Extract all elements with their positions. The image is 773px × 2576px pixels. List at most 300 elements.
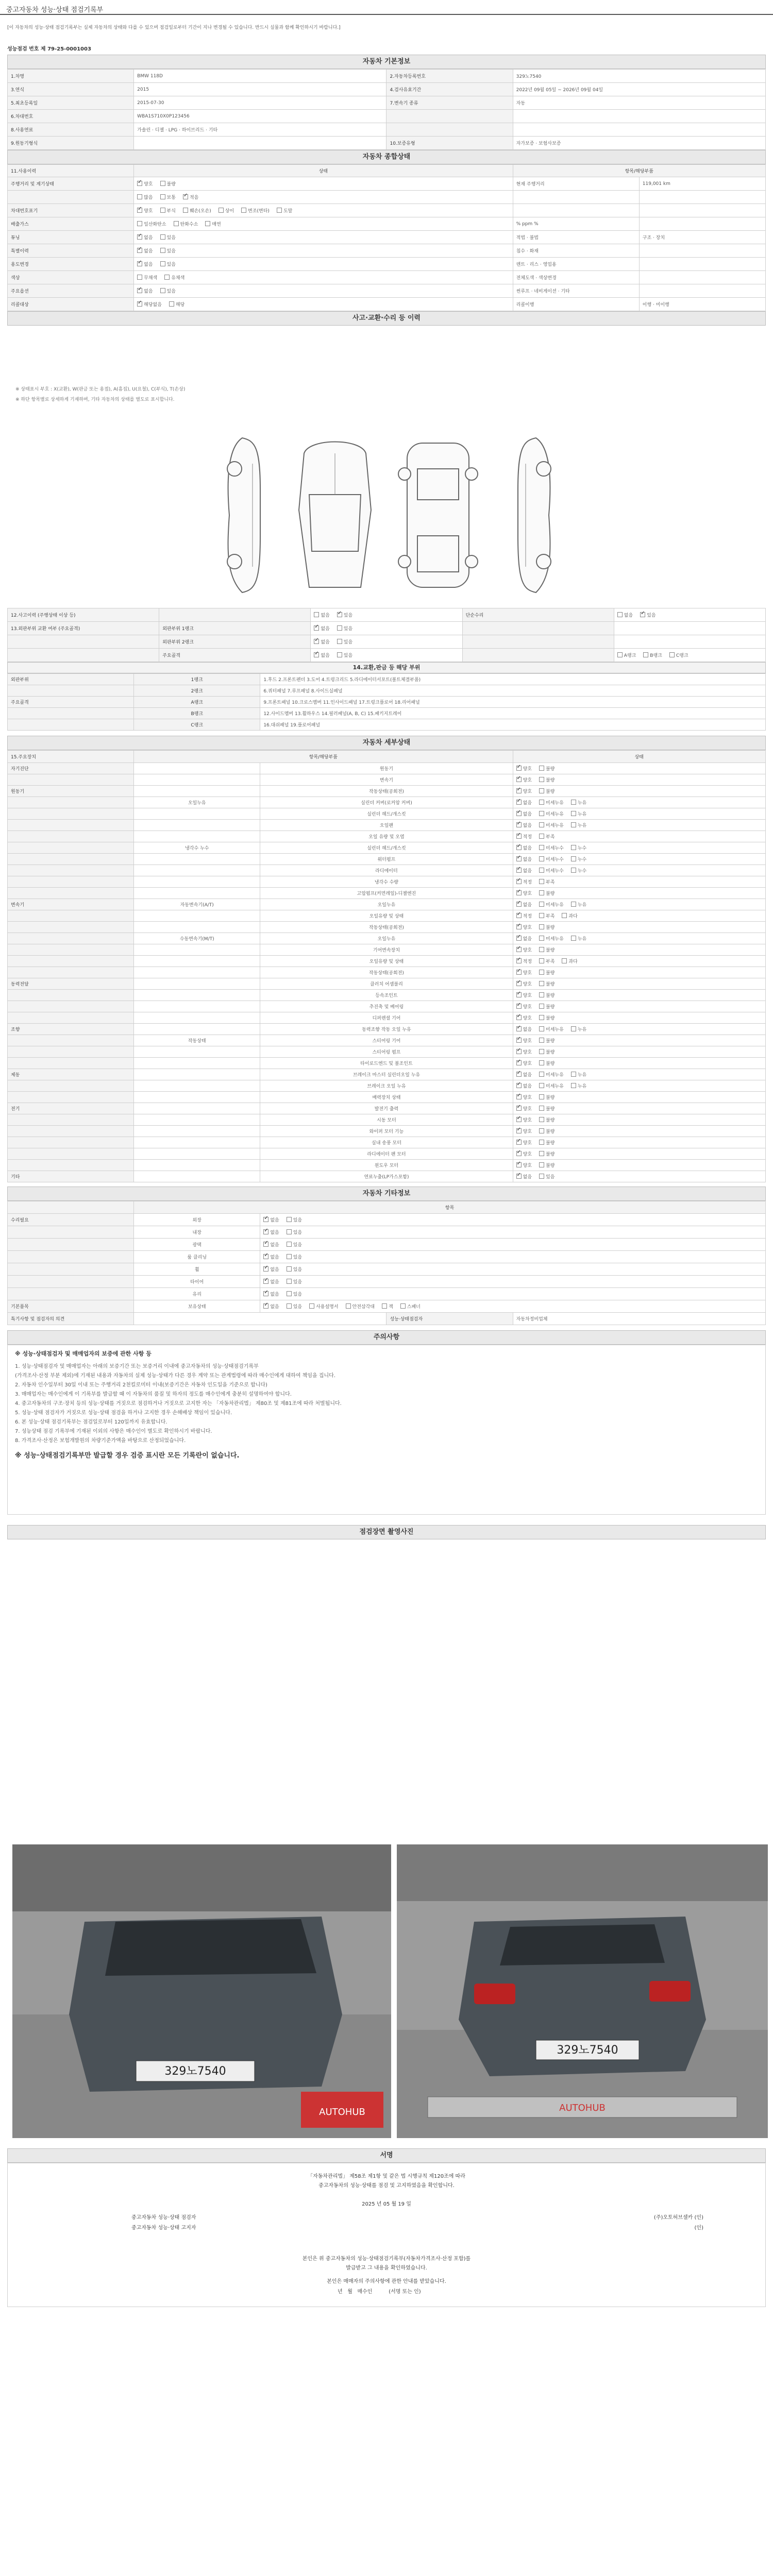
other-option[interactable]: 안전삼각대 — [346, 1304, 375, 1310]
detail-checkbox[interactable] — [539, 1049, 544, 1054]
other-option[interactable]: ✓ 없음 — [263, 1218, 279, 1223]
overall-option[interactable]: 부식 — [160, 209, 176, 214]
detail-checkbox[interactable] — [539, 913, 544, 918]
damage-repair-checkbox[interactable] — [617, 612, 623, 617]
overall-option[interactable]: 있음 — [160, 235, 176, 241]
detail-option[interactable]: 미세누수 — [539, 857, 564, 862]
detail-option[interactable]: ✓ 양호 — [516, 1005, 532, 1010]
detail-option[interactable]: ✓ 적정 — [516, 914, 532, 919]
other-option[interactable]: 스패너 — [400, 1304, 421, 1310]
detail-option[interactable]: 누유 — [571, 1027, 586, 1032]
overall-option[interactable]: ✓ 양호 — [137, 209, 153, 214]
detail-checkbox[interactable] — [539, 970, 544, 975]
overall-option[interactable]: 매연 — [205, 222, 221, 227]
detail-option[interactable]: 불량 — [539, 789, 554, 794]
detail-checkbox[interactable] — [539, 1060, 544, 1065]
other-option[interactable]: ✓ 없음 — [263, 1280, 279, 1285]
damage-option[interactable]: ✓ 없음 — [314, 640, 329, 645]
detail-option[interactable]: 부족 — [539, 914, 554, 919]
detail-option[interactable]: ✓ 없음 — [516, 823, 532, 828]
detail-option[interactable]: 누유 — [571, 1073, 586, 1078]
detail-option[interactable]: 불량 — [539, 982, 554, 987]
detail-option[interactable]: ✓ 없음 — [516, 937, 532, 942]
detail-checkbox[interactable] — [539, 879, 544, 884]
other-option[interactable]: 있음 — [287, 1267, 302, 1273]
overall-option[interactable]: 많음 — [137, 195, 153, 200]
other-checkbox[interactable] — [263, 1303, 268, 1309]
detail-checkbox[interactable] — [516, 766, 522, 771]
detail-option[interactable]: 부족 — [539, 959, 554, 964]
detail-checkbox[interactable] — [539, 1026, 544, 1031]
overall-checkbox[interactable] — [241, 208, 246, 213]
overall-option[interactable]: 있음 — [160, 262, 176, 267]
overall-checkbox[interactable] — [137, 208, 142, 213]
detail-checkbox[interactable] — [516, 936, 522, 941]
detail-option[interactable]: ✓ 양호 — [516, 1152, 532, 1157]
other-option[interactable]: ✓ 없음 — [263, 1230, 279, 1235]
overall-checkbox[interactable] — [160, 208, 165, 213]
detail-checkbox[interactable] — [539, 1004, 544, 1009]
detail-checkbox[interactable] — [516, 1083, 522, 1088]
table-row — [8, 876, 766, 888]
detail-option[interactable]: 누수 — [571, 869, 586, 874]
overall-checkbox[interactable] — [137, 221, 142, 226]
detail-option[interactable]: ✓ 적정 — [516, 835, 532, 840]
detail-checkbox[interactable] — [516, 1049, 522, 1054]
detail-option[interactable]: ✓ 양호 — [516, 1016, 532, 1021]
detail-option[interactable]: ✓ 없음 — [516, 846, 532, 851]
overall-option[interactable]: 탄화수소 — [174, 222, 198, 227]
detail-option[interactable]: 불량 — [539, 925, 554, 930]
overall-option[interactable]: 보통 — [160, 195, 176, 200]
overall-option[interactable]: ✓ 없음 — [137, 249, 153, 254]
damage-repair-option[interactable]: B랭크 — [643, 653, 662, 658]
other-option[interactable]: ✓ 없음 — [263, 1255, 279, 1260]
overall-option[interactable]: 훼손(오손) — [183, 209, 211, 214]
detail-checkbox[interactable] — [516, 856, 522, 861]
overall-checkbox[interactable] — [160, 248, 165, 253]
detail-checkbox[interactable] — [539, 1015, 544, 1020]
other-checkbox[interactable] — [263, 1254, 268, 1259]
detail-checkbox[interactable] — [539, 1140, 544, 1145]
other-option[interactable]: 있음 — [287, 1292, 302, 1297]
detail-checkbox[interactable] — [539, 822, 544, 827]
overall-checkbox[interactable] — [277, 208, 282, 213]
overall-checkbox[interactable] — [137, 301, 142, 307]
detail-checkbox[interactable] — [516, 1151, 522, 1156]
damage-checkbox[interactable] — [337, 652, 342, 657]
detail-option[interactable]: ✓ 양호 — [516, 1039, 532, 1044]
detail-checkbox[interactable] — [516, 811, 522, 816]
other-option[interactable]: 있음 — [287, 1280, 302, 1285]
other-checkbox[interactable] — [263, 1229, 268, 1234]
other-checkbox[interactable] — [287, 1303, 292, 1309]
other-option[interactable]: 있음 — [287, 1255, 302, 1260]
detail-option[interactable]: 미세누유 — [539, 903, 564, 908]
detail-checkbox[interactable] — [516, 1072, 522, 1077]
overall-option[interactable]: ✓ 해당없음 — [137, 302, 162, 308]
detail-checkbox[interactable] — [516, 958, 522, 963]
other-option[interactable]: 사용설명서 — [309, 1304, 338, 1310]
overall-checkbox[interactable] — [164, 275, 170, 280]
overall-option[interactable]: 일산화탄소 — [137, 222, 166, 227]
detail-option[interactable]: 불량 — [539, 1061, 554, 1066]
detail-option[interactable]: 불량 — [539, 1152, 554, 1157]
detail-checkbox[interactable] — [539, 992, 544, 997]
detail-option[interactable]: 미세누유 — [539, 1027, 564, 1032]
damage-checkbox[interactable] — [337, 625, 342, 631]
other-checkbox[interactable] — [263, 1266, 268, 1272]
detail-checkbox[interactable] — [571, 1026, 576, 1031]
other-checkbox[interactable] — [382, 1303, 387, 1309]
other-checkbox[interactable] — [263, 1291, 268, 1296]
overall-checkbox[interactable] — [174, 221, 179, 226]
overall-option[interactable]: ✓ 없음 — [137, 289, 153, 294]
detail-option[interactable]: ✓ 양호 — [516, 789, 532, 794]
overall-checkbox[interactable] — [169, 301, 174, 307]
damage-checkbox[interactable] — [314, 652, 319, 657]
overall-option[interactable]: 있음 — [160, 249, 176, 254]
overall-checkbox[interactable] — [160, 234, 165, 240]
detail-option[interactable]: ✓ 없음 — [516, 869, 532, 874]
detail-checkbox[interactable] — [539, 856, 544, 861]
detail-option[interactable]: 있음 — [539, 1175, 554, 1180]
detail-option[interactable]: 불량 — [539, 1016, 554, 1021]
damage-option[interactable]: 없음 — [314, 613, 329, 618]
other-option[interactable]: ✓ 없음 — [263, 1243, 279, 1248]
detail-checkbox[interactable] — [539, 1083, 544, 1088]
detail-option[interactable]: ✓ 양호 — [516, 778, 532, 783]
detail-checkbox[interactable] — [516, 890, 522, 895]
overall-option[interactable]: ✓ 양호 — [137, 182, 153, 187]
detail-option[interactable]: 불량 — [539, 993, 554, 998]
front-plate-text: 329노7540 — [164, 2065, 226, 2078]
overall-checkbox[interactable] — [183, 208, 188, 213]
detail-checkbox[interactable] — [516, 1162, 522, 1167]
detail-option[interactable]: 미세누유 — [539, 1073, 564, 1078]
detail-checkbox[interactable] — [516, 845, 522, 850]
detail-group — [8, 1046, 134, 1058]
other-checkbox[interactable] — [309, 1303, 314, 1309]
other-option[interactable]: ✓ 없음 — [263, 1267, 279, 1273]
overall-option[interactable]: 불량 — [160, 182, 176, 187]
detail-option[interactable]: ✓ 양호 — [516, 993, 532, 998]
detail-checkbox[interactable] — [516, 788, 522, 793]
detail-checkbox[interactable] — [516, 992, 522, 997]
detail-checkbox[interactable] — [539, 788, 544, 793]
other-option[interactable]: 있음 — [287, 1304, 302, 1310]
detail-option[interactable]: 누유 — [571, 903, 586, 908]
overall-option[interactable]: 해당 — [169, 302, 184, 308]
detail-checkbox[interactable] — [571, 936, 576, 941]
detail-checkbox[interactable] — [571, 811, 576, 816]
damage-repair-checkbox[interactable] — [669, 652, 675, 657]
detail-checkbox[interactable] — [571, 822, 576, 827]
detail-checkbox[interactable] — [516, 834, 522, 839]
damage-option[interactable]: ✓ 없음 — [314, 626, 329, 632]
detail-checkbox[interactable] — [516, 1117, 522, 1122]
detail-checkbox[interactable] — [539, 845, 544, 850]
damage-checkbox[interactable] — [314, 639, 319, 644]
detail-checkbox[interactable] — [539, 947, 544, 952]
damage-option[interactable]: 있음 — [337, 626, 352, 632]
detail-option[interactable]: ✓ 양호 — [516, 1107, 532, 1112]
detail-checkbox[interactable] — [539, 890, 544, 895]
detail-checkbox[interactable] — [539, 766, 544, 771]
detail-option[interactable]: ✓ 없음 — [516, 857, 532, 862]
detail-option[interactable]: ✓ 적정 — [516, 880, 532, 885]
overall-option[interactable]: 있음 — [160, 289, 176, 294]
overall-option[interactable]: 도말 — [277, 209, 292, 214]
overall-option[interactable]: ✓ 적음 — [183, 195, 198, 200]
overall-option[interactable]: 무채색 — [137, 276, 157, 281]
other-checkbox[interactable] — [263, 1279, 268, 1284]
other-checkbox[interactable] — [287, 1254, 292, 1259]
detail-option[interactable]: 불량 — [539, 1107, 554, 1112]
other-checkbox[interactable] — [287, 1229, 292, 1234]
detail-checkbox[interactable] — [571, 845, 576, 850]
damage-option[interactable]: ✓ 없음 — [314, 653, 329, 658]
detail-option[interactable]: 미세누유 — [539, 1084, 564, 1089]
detail-checkbox[interactable] — [539, 1094, 544, 1099]
detail-checkbox[interactable] — [539, 981, 544, 986]
detail-option[interactable]: 누유 — [571, 1084, 586, 1089]
detail-checkbox[interactable] — [539, 868, 544, 873]
other-checkbox[interactable] — [287, 1217, 292, 1222]
detail-option[interactable]: ✓ 양호 — [516, 971, 532, 976]
detail-option[interactable]: 불량 — [539, 1050, 554, 1055]
detail-checkbox[interactable] — [516, 1140, 522, 1145]
damage-repair-checkbox[interactable] — [640, 612, 645, 617]
overall-checkbox[interactable] — [160, 288, 165, 293]
detail-checkbox[interactable] — [516, 902, 522, 907]
overall-checkbox[interactable] — [160, 194, 165, 199]
detail-checkbox[interactable] — [539, 958, 544, 963]
detail-checkbox[interactable] — [562, 913, 567, 918]
detail-checkbox[interactable] — [516, 868, 522, 873]
detail-checkbox[interactable] — [539, 924, 544, 929]
detail-option[interactable]: 누유 — [571, 812, 586, 817]
detail-option[interactable]: 불량 — [539, 891, 554, 896]
detail-option[interactable]: ✓ 없음 — [516, 1027, 532, 1032]
detail-option[interactable]: ✓ 양호 — [516, 1061, 532, 1066]
detail-option[interactable]: 불량 — [539, 778, 554, 783]
table-row — [8, 96, 766, 110]
other-checkbox[interactable] — [287, 1266, 292, 1272]
detail-option[interactable]: ✓ 양호 — [516, 1129, 532, 1134]
detail-option[interactable]: 누유 — [571, 937, 586, 942]
detail-option[interactable]: ✓ 양호 — [516, 1050, 532, 1055]
detail-option[interactable]: 불량 — [539, 767, 554, 772]
detail-option[interactable]: ✓ 없음 — [516, 1073, 532, 1078]
detail-checkbox[interactable] — [539, 800, 544, 805]
detail-checkbox[interactable] — [539, 811, 544, 816]
overall-option[interactable]: 상이 — [219, 209, 234, 214]
detail-checkbox[interactable] — [516, 970, 522, 975]
detail-option[interactable]: 미세누유 — [539, 812, 564, 817]
detail-option[interactable]: 불량 — [539, 1005, 554, 1010]
overall-checkbox[interactable] — [137, 194, 142, 199]
damage-repair-option[interactable]: 없음 — [617, 613, 633, 618]
detail-checkbox[interactable] — [516, 981, 522, 986]
detail-checkbox[interactable] — [516, 1106, 522, 1111]
detail-option[interactable]: 불량 — [539, 1141, 554, 1146]
damage-checkbox[interactable] — [314, 625, 319, 631]
detail-checkbox[interactable] — [516, 1060, 522, 1065]
detail-checkbox[interactable] — [516, 1038, 522, 1043]
detail-checkbox[interactable] — [516, 1174, 522, 1179]
detail-checkbox[interactable] — [516, 1128, 522, 1133]
damage-checkbox[interactable] — [337, 612, 342, 617]
detail-checkbox[interactable] — [539, 936, 544, 941]
damage-repair-option[interactable]: C랭크 — [669, 653, 688, 658]
damage-option[interactable]: ✓ 있음 — [337, 613, 352, 618]
damage-repair-option[interactable]: A랭크 — [617, 653, 636, 658]
detail-checkbox[interactable] — [539, 1162, 544, 1167]
other-option[interactable]: 있음 — [287, 1218, 302, 1223]
detail-sub — [134, 1058, 260, 1069]
detail-checkbox[interactable] — [516, 947, 522, 952]
detail-checkbox[interactable] — [539, 1128, 544, 1133]
overall-checkbox[interactable] — [137, 248, 142, 253]
other-option[interactable]: ✓ 없음 — [263, 1304, 279, 1310]
detail-checkbox[interactable] — [562, 958, 567, 963]
damage-option[interactable]: 있음 — [337, 640, 352, 645]
detail-checkbox[interactable] — [571, 902, 576, 907]
detail-checkbox[interactable] — [539, 1117, 544, 1122]
detail-option[interactable]: 미세누수 — [539, 869, 564, 874]
detail-option[interactable]: ✓ 양호 — [516, 1141, 532, 1146]
damage-repair-checkbox[interactable] — [643, 652, 648, 657]
detail-option[interactable]: ✓ 양호 — [516, 1095, 532, 1100]
section-basic: 자동차 기본정보 — [7, 55, 766, 69]
detail-checkbox[interactable] — [571, 800, 576, 805]
detail-option[interactable]: ✓ 양호 — [516, 925, 532, 930]
detail-option[interactable]: 누수 — [571, 846, 586, 851]
detail-option[interactable]: 미세누유 — [539, 937, 564, 942]
detail-option[interactable]: 부족 — [539, 835, 554, 840]
detail-option[interactable]: 불량 — [539, 1118, 554, 1123]
overall-option[interactable]: ✓ 없음 — [137, 235, 153, 241]
detail-checkbox[interactable] — [571, 868, 576, 873]
detail-options — [516, 1039, 562, 1044]
detail-checkbox[interactable] — [516, 1026, 522, 1031]
detail-option[interactable]: ✓ 없음 — [516, 1175, 532, 1180]
detail-checkbox[interactable] — [539, 1106, 544, 1111]
damage-repair-option[interactable]: ✓ 있음 — [640, 613, 656, 618]
detail-checkbox[interactable] — [539, 1174, 544, 1179]
detail-option[interactable]: 과다 — [562, 959, 577, 964]
detail-option[interactable]: 과다 — [562, 914, 577, 919]
other-checkbox[interactable] — [400, 1303, 406, 1309]
detail-option[interactable]: 불량 — [539, 1129, 554, 1134]
damage-repair-checkbox[interactable] — [617, 652, 623, 657]
detail-checkbox[interactable] — [539, 1151, 544, 1156]
detail-option[interactable]: 누유 — [571, 801, 586, 806]
detail-option[interactable]: ✓ 양호 — [516, 948, 532, 953]
detail-option[interactable]: ✓ 없음 — [516, 1084, 532, 1089]
other-checkbox[interactable] — [263, 1217, 268, 1222]
detail-option[interactable]: ✓ 없음 — [516, 801, 532, 806]
detail-checkbox[interactable] — [571, 1083, 576, 1088]
other-checkbox[interactable] — [287, 1279, 292, 1284]
detail-checkbox[interactable] — [571, 1072, 576, 1077]
other-option[interactable]: ✓ 없음 — [263, 1292, 279, 1297]
detail-checkbox[interactable] — [516, 913, 522, 918]
detail-checkbox[interactable] — [539, 777, 544, 782]
detail-option[interactable]: 불량 — [539, 971, 554, 976]
detail-group — [8, 967, 134, 978]
detail-option[interactable]: 불량 — [539, 1039, 554, 1044]
detail-option[interactable]: 불량 — [539, 1163, 554, 1168]
detail-option[interactable]: 누유 — [571, 823, 586, 828]
damage-checkbox[interactable] — [314, 612, 319, 617]
other-checkbox[interactable] — [263, 1242, 268, 1247]
damage-option[interactable]: 있음 — [337, 653, 352, 658]
detail-option[interactable]: ✓ 없음 — [516, 812, 532, 817]
detail-option[interactable]: ✓ 양호 — [516, 891, 532, 896]
detail-option[interactable]: ✓ 없음 — [516, 903, 532, 908]
overall-option[interactable]: ✓ 없음 — [137, 262, 153, 267]
detail-option[interactable]: ✓ 양호 — [516, 982, 532, 987]
damage-checkbox[interactable] — [337, 639, 342, 644]
overall-checkbox[interactable] — [137, 288, 142, 293]
overall-option[interactable]: 유채색 — [164, 276, 184, 281]
overall-option[interactable]: 변조(변타) — [241, 209, 270, 214]
detail-option[interactable]: 불량 — [539, 1095, 554, 1100]
overall-checkbox[interactable] — [205, 221, 210, 226]
detail-checkbox[interactable] — [516, 777, 522, 782]
other-checkbox[interactable] — [287, 1291, 292, 1296]
overall-checkbox[interactable] — [160, 181, 165, 186]
detail-option[interactable]: ✓ 양호 — [516, 1163, 532, 1168]
detail-option[interactable]: 부족 — [539, 880, 554, 885]
detail-option[interactable]: ✓ 적정 — [516, 959, 532, 964]
overall-checkbox[interactable] — [137, 181, 142, 186]
other-option[interactable]: 있음 — [287, 1243, 302, 1248]
detail-checkbox[interactable] — [516, 800, 522, 805]
overall-checkbox[interactable] — [137, 275, 142, 280]
detail-checkbox[interactable] — [516, 1004, 522, 1009]
detail-checkbox[interactable] — [516, 1015, 522, 1020]
detail-option[interactable]: 미세누수 — [539, 846, 564, 851]
detail-option[interactable]: 누수 — [571, 857, 586, 862]
detail-checkbox[interactable] — [539, 1038, 544, 1043]
overall-checkbox[interactable] — [137, 261, 142, 266]
detail-checkbox[interactable] — [539, 902, 544, 907]
overall-checkbox[interactable] — [160, 261, 165, 266]
detail-checkbox[interactable] — [516, 822, 522, 827]
other-checkbox[interactable] — [346, 1303, 351, 1309]
other-option[interactable]: 잭 — [382, 1304, 393, 1310]
detail-checkbox[interactable] — [539, 834, 544, 839]
other-option[interactable]: 있음 — [287, 1230, 302, 1235]
detail-checkbox[interactable] — [516, 1094, 522, 1099]
other-checkbox[interactable] — [287, 1242, 292, 1247]
detail-checkbox[interactable] — [571, 856, 576, 861]
detail-checkbox[interactable] — [516, 879, 522, 884]
detail-checkbox[interactable] — [516, 924, 522, 929]
overall-checkbox[interactable] — [219, 208, 224, 213]
detail-option[interactable]: ✓ 양호 — [516, 1118, 532, 1123]
overall-checkbox[interactable] — [183, 194, 188, 199]
detail-checkbox[interactable] — [539, 1072, 544, 1077]
detail-option[interactable]: 미세누유 — [539, 823, 564, 828]
overall-checkbox[interactable] — [137, 234, 142, 240]
detail-option[interactable]: 미세누유 — [539, 801, 564, 806]
detail-option[interactable]: 불량 — [539, 948, 554, 953]
detail-option[interactable]: ✓ 양호 — [516, 767, 532, 772]
